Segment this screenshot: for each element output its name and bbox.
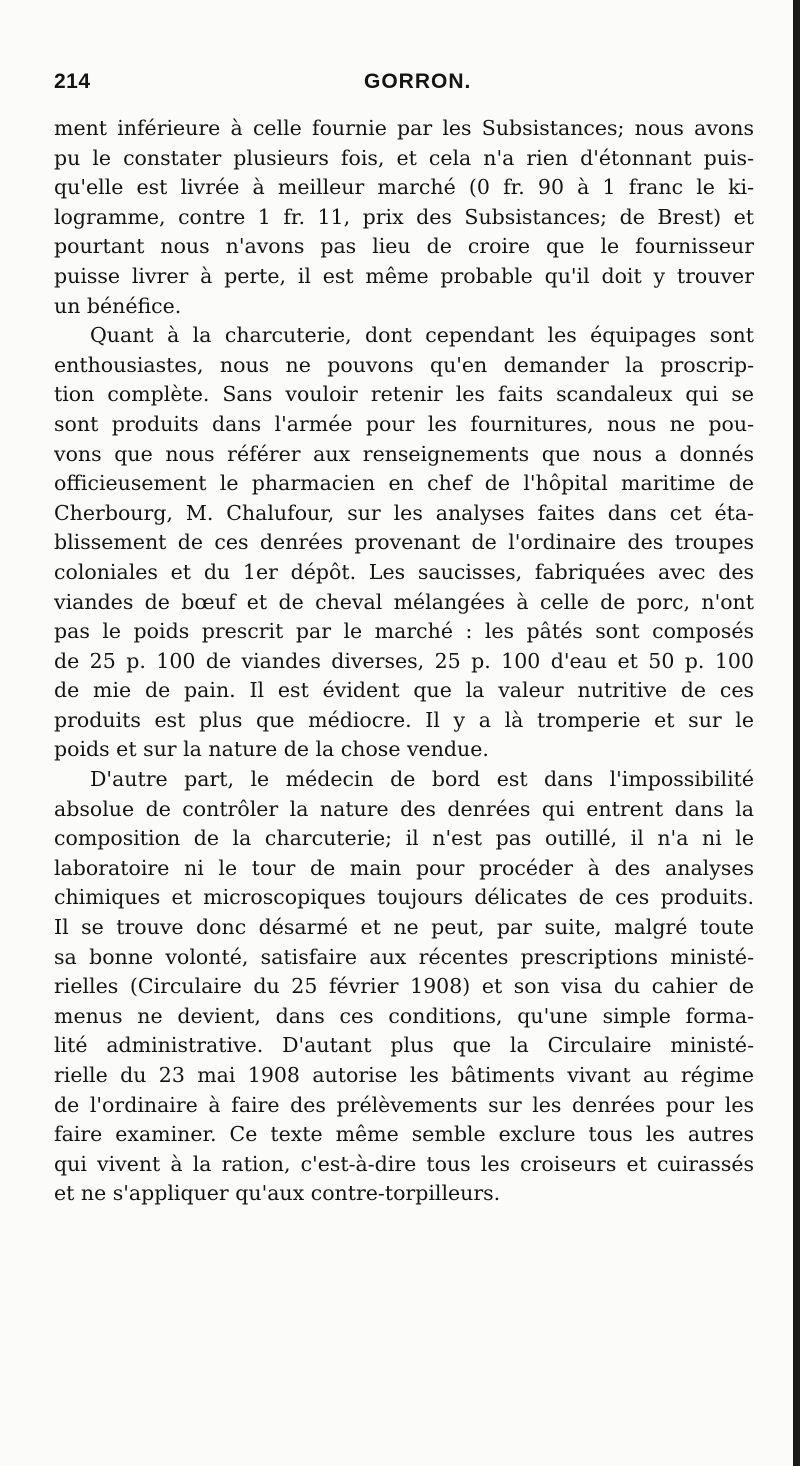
page-number: 214 bbox=[54, 70, 91, 93]
text-line: vons que nous référer aux renseignements que nous a donnés bbox=[54, 441, 754, 466]
text-line: absolue de contrôler la nature des denrées qui entrent dans la bbox=[54, 796, 754, 821]
text-line: rielles (Circulaire du 25 février 1908) et son visa du cahier de bbox=[54, 974, 754, 999]
text-line: sont produits dans l'armée pour les fournitures, nous ne pou- bbox=[54, 411, 754, 436]
text-line: D'autre part, le médecin de bord est dans l'impossibilité bbox=[90, 767, 754, 792]
text-line: faire examiner. Ce texte même semble exclure tous les autres bbox=[54, 1122, 754, 1147]
text-line: qui vivent à la ration, c'est-à-dire tous les croiseurs et cuirassés bbox=[54, 1151, 754, 1176]
text-line: composition de la charcuterie; il n'est pas outillé, il n'a ni le bbox=[54, 826, 754, 851]
text-line: blissement de ces denrées provenant de l'ordinaire des troupes bbox=[54, 530, 754, 555]
text-line: un bénéfice. bbox=[54, 293, 182, 318]
text-line: pourtant nous n'avons pas lieu de croire que le fournisseur bbox=[54, 234, 754, 259]
text-line: viandes de bœuf et de cheval mélangées à celle de porc, n'ont bbox=[54, 589, 754, 614]
text-line: Cherbourg, M. Chalufour, sur les analyses faites dans cet éta- bbox=[54, 500, 754, 525]
text-line: poids et sur la nature de la chose vendue. bbox=[54, 737, 489, 762]
text-line: puisse livrer à perte, il est même probable qu'il doit y trouver bbox=[54, 263, 754, 288]
text-line: laboratoire ni le tour de main pour procéder à des analyses bbox=[54, 855, 754, 880]
text-line: produits est plus que médiocre. Il y a là tromperie et sur le bbox=[54, 707, 754, 732]
text-line: sa bonne volonté, satisfaire aux récentes prescriptions ministé- bbox=[54, 944, 754, 969]
text-line: coloniales et du 1er dépôt. Les saucisses, fabriquées avec des bbox=[54, 559, 754, 584]
text-line: logramme, contre 1 fr. 11, prix des Subsistances; de Brest) et bbox=[54, 204, 754, 229]
text-line: de l'ordinaire à faire des prélèvements sur les denrées pour les bbox=[54, 1092, 754, 1117]
text-line: qu'elle est livrée à meilleur marché (0 fr. 90 à 1 franc le ki- bbox=[54, 175, 754, 200]
text-line: rielle du 23 mai 1908 autorise les bâtiments vivant au régime bbox=[54, 1063, 754, 1087]
text-line: pas le poids prescrit par le marché : les pâtés sont composés bbox=[54, 619, 754, 644]
text-line: lité administrative. D'autant plus que la Circulaire ministé- bbox=[54, 1033, 754, 1058]
text-line: tion complète. Sans vouloir retenir les faits scandaleux qui se bbox=[54, 382, 754, 407]
page-header bbox=[54, 70, 754, 100]
text-line: ment inférieure à celle fournie par les Subsistances; nous avons bbox=[54, 116, 754, 140]
text-line: Il se trouve donc désarmé et ne peut, par suite, malgré toute bbox=[54, 915, 754, 940]
text-line: officieusement le pharmacien en chef de l'hôpital maritime de bbox=[54, 471, 754, 496]
text-line: menus ne devient, dans ces conditions, qu'une simple forma- bbox=[54, 1003, 754, 1028]
body-text bbox=[54, 114, 754, 1209]
running-head: GORRON. bbox=[364, 70, 472, 93]
text-line: pu le constater plusieurs fois, et cela n'a rien d'étonnant puis- bbox=[54, 145, 754, 170]
text-line: et ne s'appliquer qu'aux contre-torpilleurs. bbox=[54, 1181, 501, 1206]
text-line: enthousiastes, nous ne pouvons qu'en demander la proscrip- bbox=[54, 352, 754, 377]
text-line: de mie de pain. Il est évident que la valeur nutritive de ces bbox=[54, 678, 754, 703]
text-line: de 25 p. 100 de viandes diverses, 25 p. 100 d'eau et 50 p. 100 bbox=[54, 648, 754, 673]
text-line: chimiques et microscopiques toujours délicates de ces produits. bbox=[54, 885, 754, 910]
page-edge bbox=[793, 0, 800, 1466]
text-line: Quant à la charcuterie, dont cependant les équipages sont bbox=[90, 323, 754, 348]
